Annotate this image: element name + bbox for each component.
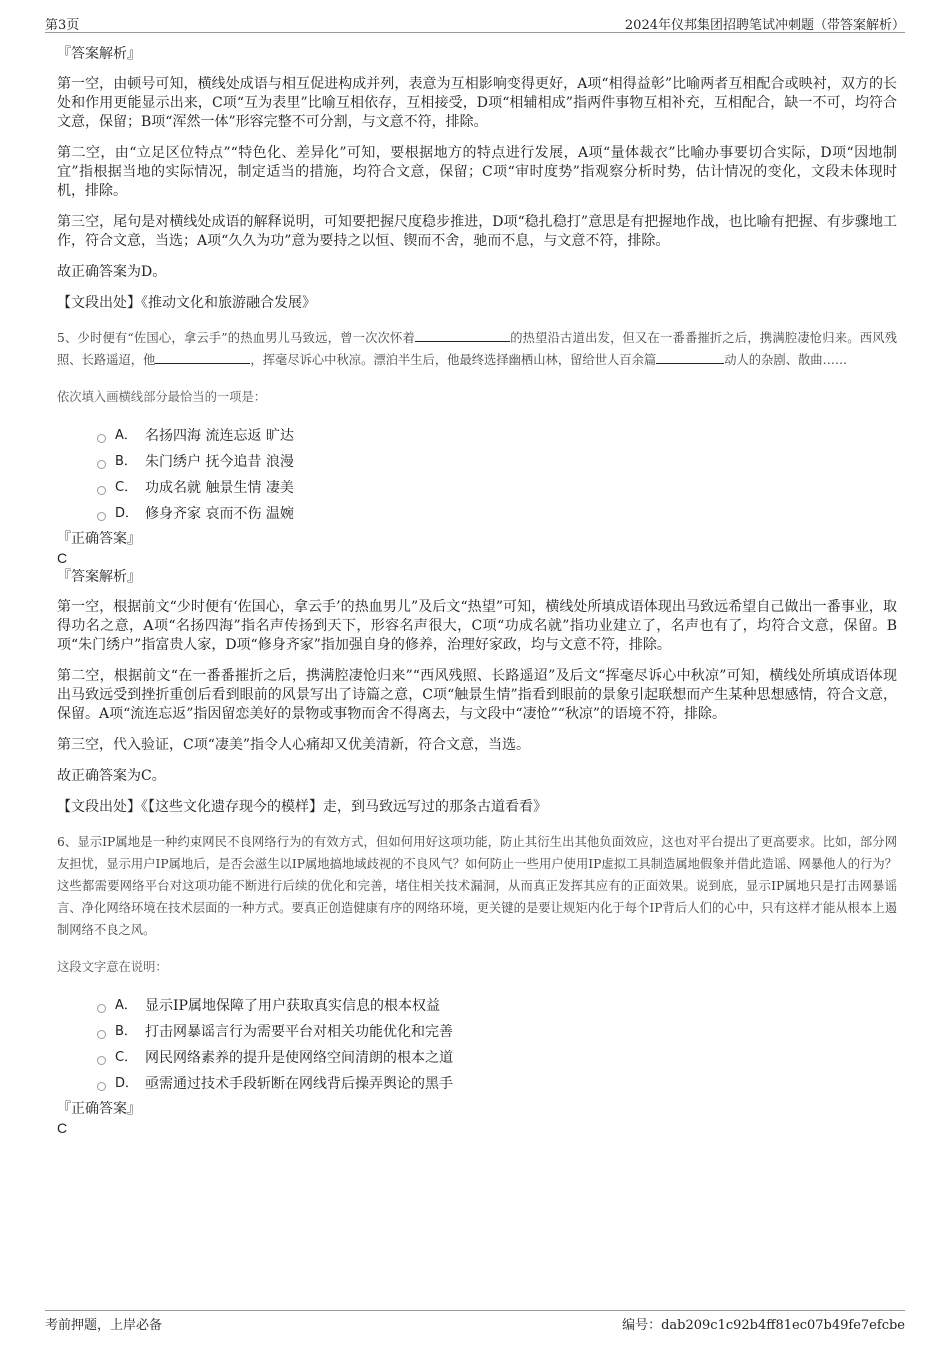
q5-analysis-p1: 第一空，根据前文“少时便有‘佐国心，拿云手’的热血男儿”及后文“热望”可知，横线处所填成语体现出马致远希望自己做出一番事业，取得功名之意，A项“名扬四海”指名声传扬到天下，形容名声很大，C项“功成名就”指功业建立了，名声也有了，均符合文意，保留。B项“朱门绣户”指富贵人家，D项“修身齐家”指加强自身的修养，治理好家政，均与文意不符，排除。 (57, 599, 897, 653)
q6-prompt: 这段文字意在说明： (57, 960, 168, 974)
q5-question-text: 5、少时便有“佐国心，拿云手”的热血男儿马致远，曾一次次怀着 的热望沿古道出发，但又在一番番摧折之后，携满腔凄怆归来。西风残照、长路遥迢，他 ，挥毫尽诉心中秋凉。漂泊半生后，他最终选择幽栖山林，留给世人百余篇 动人的杂剧、散曲…… (57, 331, 897, 367)
page-footer (45, 1310, 905, 1333)
q5-option-b[interactable]: B． 朱门绣户 抚今追昔 浪漫 (97, 449, 897, 475)
q6-option-d[interactable]: D． 亟需通过技术手段斩断在网线背后操弄舆论的黑手 (97, 1071, 897, 1097)
q6-option-b[interactable]: B． 打击网暴谣言行为需要平台对相关功能优化和完善 (97, 1019, 897, 1045)
q6-answer: C (57, 1120, 68, 1136)
q6-answer-tag: 『正确答案』 (57, 1101, 141, 1117)
blank-1 (415, 329, 510, 342)
radio-icon[interactable] (97, 1056, 106, 1065)
radio-icon[interactable] (97, 434, 106, 443)
q5-source: 【文段出处】《【这些文化遗存现今的模样】走，到马致远写过的那条古道看看》 (57, 799, 547, 815)
q5-analysis-tag: 『答案解析』 (57, 569, 141, 585)
radio-icon[interactable] (97, 1082, 106, 1091)
q5-option-d[interactable]: D． 修身齐家 哀而不伤 温婉 (97, 501, 897, 527)
q5-conclusion: 故正确答案为C。 (57, 768, 166, 784)
q4-analysis-p1: 第一空，由顿号可知，横线处成语与相互促进构成并列，表意为互相影响变得更好，A项“相得益彰”比喻两者互相配合或映衬，双方的长处和作用更能显示出来，C项“互为表里”比喻互相依存，互相接受，D项“相辅相成”指两件事物互相补充，互相配合，缺一不可，均符合文意，保留；B项“浑然一体”形容完整不可分割，与文意不符，排除。 (57, 76, 897, 130)
q4-conclusion: 故正确答案为D。 (57, 264, 167, 280)
q6-option-c[interactable]: C． 网民网络素养的提升是使网络空间清朗的根本之道 (97, 1045, 897, 1071)
q4-analysis-p2: 第二空，由“立足区位特点”“特色化、差异化”可知，要根据地方的特点进行发展，A项“量体裁衣”比喻办事要切合实际，D项“因地制宜”指根据当地的实际情况，制定适当的措施，均符合文意，保留；C项“审时度势”指观察分析时势，估计情况的变化，文段未体现时机，排除。 (57, 145, 897, 199)
q5-option-c[interactable]: C． 功成名就 触景生情 凄美 (97, 475, 897, 501)
q4-analysis-tag: 『答案解析』 (57, 46, 141, 62)
page-content (57, 44, 897, 1137)
q5-options (97, 423, 897, 527)
q6-question-text: 6、显示IP属地是一种约束网民不良网络行为的有效方式，但如何用好这项功能，防止其衍生出其他负面效应，这也对平台提出了更高要求。比如，部分网友担忧，显示用户IP属地后，是否会滋生以IP属地搞地域歧视的不良风气？如何防止一些用户使用IP虚拟工具制造属地假象并借此造谣、网暴他人的行为？这些都需要网络平台对这项功能不断进行后续的优化和完善，堵住相关技术漏洞，从而真正发挥其应有的正面效果。说到底，显示IP属地只是打击网暴谣言、净化网络环境在技术层面的一种方式。要真正创造健康有序的网络环境，更关键的是要让规矩内化于每个IP背后人们的心中，只有这样才能从根本上遏制网络不良之风。 (57, 835, 897, 937)
q6-options (97, 993, 897, 1097)
q5-analysis-p3: 第三空，代入验证，C项“凄美”指令人心痛却又优美清新，符合文意，当选。 (57, 737, 531, 753)
q5-option-a[interactable]: A． 名扬四海 流连忘返 旷达 (97, 423, 897, 449)
blank-2 (155, 351, 250, 364)
q5-answer: C (57, 550, 68, 566)
radio-icon[interactable] (97, 1030, 106, 1039)
footer-serial: 编号：dab209c1c92b4ff81ec07b49fe7efcbe (622, 1318, 905, 1333)
blank-3 (656, 351, 724, 364)
radio-icon[interactable] (97, 1004, 106, 1013)
radio-icon[interactable] (97, 512, 106, 521)
q5-answer-tag: 『正确答案』 (57, 531, 141, 547)
q5-prompt: 依次填入画横线部分最恰当的一项是： (57, 390, 267, 404)
q5-analysis-p2: 第二空，根据前文“在一番番摧折之后，携满腔凄怆归来”“西风残照、长路遥迢”及后文“挥毫尽诉心中秋凉”可知，横线处所填成语体现出马致远受到挫折重创后看到眼前的风景写出了诗篇之意，C项“触景生情”指看到眼前的景象引起联想而产生某种思想感情，符合文意，保留。A项“流连忘返”指因留恋美好的景物或事物而舍不得离去，与文段中“凄怆”“秋凉”的语境不符，排除。 (57, 668, 897, 722)
q4-source: 【文段出处】《推动文化和旅游融合发展》 (57, 295, 316, 311)
radio-icon[interactable] (97, 460, 106, 469)
q6-option-a[interactable]: A． 显示IP属地保障了用户获取真实信息的根本权益 (97, 993, 897, 1019)
page-number: 第3页 (45, 18, 80, 33)
q4-analysis-p3: 第三空，尾句是对横线处成语的解释说明，可知要把握尺度稳步推进，D项“稳扎稳打”意思是有把握地作战，也比喻有把握、有步骤地工作，符合文意，当选；A项“久久为功”意为要持之以恒、锲而不舍，驰而不息，与文意不符，排除。 (57, 214, 897, 249)
document-title: 2024年仪邦集团招聘笔试冲刺题（带答案解析） (624, 18, 905, 33)
radio-icon[interactable] (97, 486, 106, 495)
page-header (45, 12, 905, 33)
footer-slogan: 考前押题，上岸必备 (45, 1318, 163, 1333)
